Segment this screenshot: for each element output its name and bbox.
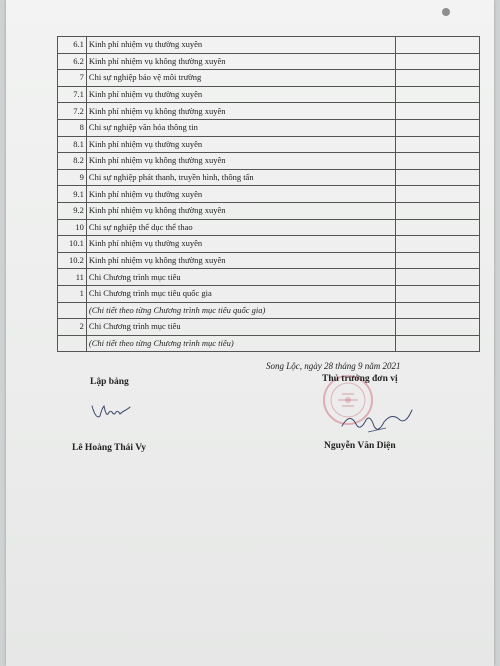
row-value xyxy=(395,70,479,87)
budget-table-body xyxy=(58,37,480,352)
row-value xyxy=(395,103,479,120)
row-value xyxy=(395,53,479,70)
preparer-signature xyxy=(88,400,132,424)
row-label: Kinh phí nhiệm vụ không thường xuyên xyxy=(86,103,395,120)
table-row xyxy=(58,302,480,319)
table-row xyxy=(58,186,480,203)
table-row xyxy=(58,169,480,186)
row-number: 9.1 xyxy=(58,186,87,203)
row-number: 11 xyxy=(58,269,87,286)
row-label: Chi sự nghiệp phát thanh, truyền hình, thông tấn xyxy=(86,169,395,186)
row-number: 10 xyxy=(58,219,87,236)
row-label: Chi sự nghiệp bảo vệ môi trường xyxy=(86,70,395,87)
row-value xyxy=(395,119,479,136)
row-number: 10.1 xyxy=(58,236,87,253)
table-row xyxy=(58,37,480,54)
row-value xyxy=(395,236,479,253)
table-row xyxy=(58,319,480,336)
row-label: Kinh phí nhiệm vụ không thường xuyên xyxy=(86,53,395,70)
row-label: Chi sự nghiệp thể dục thể thao xyxy=(86,219,395,236)
table-row xyxy=(58,269,480,286)
table-row xyxy=(58,335,480,352)
row-number: 7 xyxy=(58,70,87,87)
row-value xyxy=(395,136,479,153)
row-label: Kinh phí nhiệm vụ thường xuyên xyxy=(86,186,395,203)
row-number: 9 xyxy=(58,169,87,186)
row-value xyxy=(395,285,479,302)
table-row xyxy=(58,86,480,103)
row-value xyxy=(395,219,479,236)
row-value xyxy=(395,186,479,203)
head-title: Thủ trưởng đơn vị xyxy=(322,374,398,384)
head-signature xyxy=(340,406,414,438)
place-date: Song Lộc, ngày 28 tháng 9 năm 2021 xyxy=(266,361,401,371)
row-label: Chi sự nghiệp văn hóa thông tin xyxy=(86,119,395,136)
row-value xyxy=(395,169,479,186)
row-label: (Chi tiết theo từng Chương trình mục tiêu) xyxy=(86,335,395,352)
document-page xyxy=(6,0,494,666)
row-label: Chi Chương trình mục tiêu xyxy=(86,319,395,336)
table-row xyxy=(58,119,480,136)
row-number: 9.2 xyxy=(58,202,87,219)
table-row xyxy=(58,285,480,302)
table-row xyxy=(58,153,480,170)
row-label: Kinh phí nhiệm vụ không thường xuyên xyxy=(86,252,395,269)
row-value xyxy=(395,153,479,170)
table-row xyxy=(58,53,480,70)
table-row xyxy=(58,252,480,269)
row-value xyxy=(395,252,479,269)
row-number: 8.1 xyxy=(58,136,87,153)
row-label: Kinh phí nhiệm vụ thường xuyên xyxy=(86,136,395,153)
row-number: 6.2 xyxy=(58,53,87,70)
punch-hole xyxy=(442,8,450,16)
row-value xyxy=(395,269,479,286)
row-value xyxy=(395,37,479,54)
table-row xyxy=(58,202,480,219)
table-row xyxy=(58,236,480,253)
row-number: 1 xyxy=(58,285,87,302)
table-row xyxy=(58,103,480,120)
row-label: Kinh phí nhiệm vụ thường xuyên xyxy=(86,86,395,103)
row-label: Chi Chương trình mục tiêu quốc gia xyxy=(86,285,395,302)
row-number: 10.2 xyxy=(58,252,87,269)
row-label: Kinh phí nhiệm vụ thường xuyên xyxy=(86,37,395,54)
table-row xyxy=(58,136,480,153)
head-name: Nguyễn Văn Diện xyxy=(324,441,396,451)
row-number: 7.1 xyxy=(58,86,87,103)
preparer-title: Lập bảng xyxy=(90,377,129,387)
row-number: 8.2 xyxy=(58,153,87,170)
row-label: Kinh phí nhiệm vụ không thường xuyên xyxy=(86,153,395,170)
row-label: Kinh phí nhiệm vụ không thường xuyên xyxy=(86,202,395,219)
row-number xyxy=(58,302,87,319)
row-value xyxy=(395,302,479,319)
row-number xyxy=(58,335,87,352)
row-number: 8 xyxy=(58,119,87,136)
row-label: Kinh phí nhiệm vụ thường xuyên xyxy=(86,236,395,253)
preparer-name: Lê Hoàng Thái Vy xyxy=(72,443,147,453)
row-label: Chi Chương trình mục tiêu xyxy=(86,269,395,286)
table-row xyxy=(58,219,480,236)
row-number: 7.2 xyxy=(58,103,87,120)
row-value xyxy=(395,319,479,336)
budget-table xyxy=(57,36,480,352)
row-number: 2 xyxy=(58,319,87,336)
row-value xyxy=(395,86,479,103)
row-number: 6.1 xyxy=(58,37,87,54)
table-row xyxy=(58,70,480,87)
row-value xyxy=(395,335,479,352)
row-value xyxy=(395,202,479,219)
row-label: (Chi tiết theo từng Chương trình mục tiêu quốc gia) xyxy=(86,302,395,319)
